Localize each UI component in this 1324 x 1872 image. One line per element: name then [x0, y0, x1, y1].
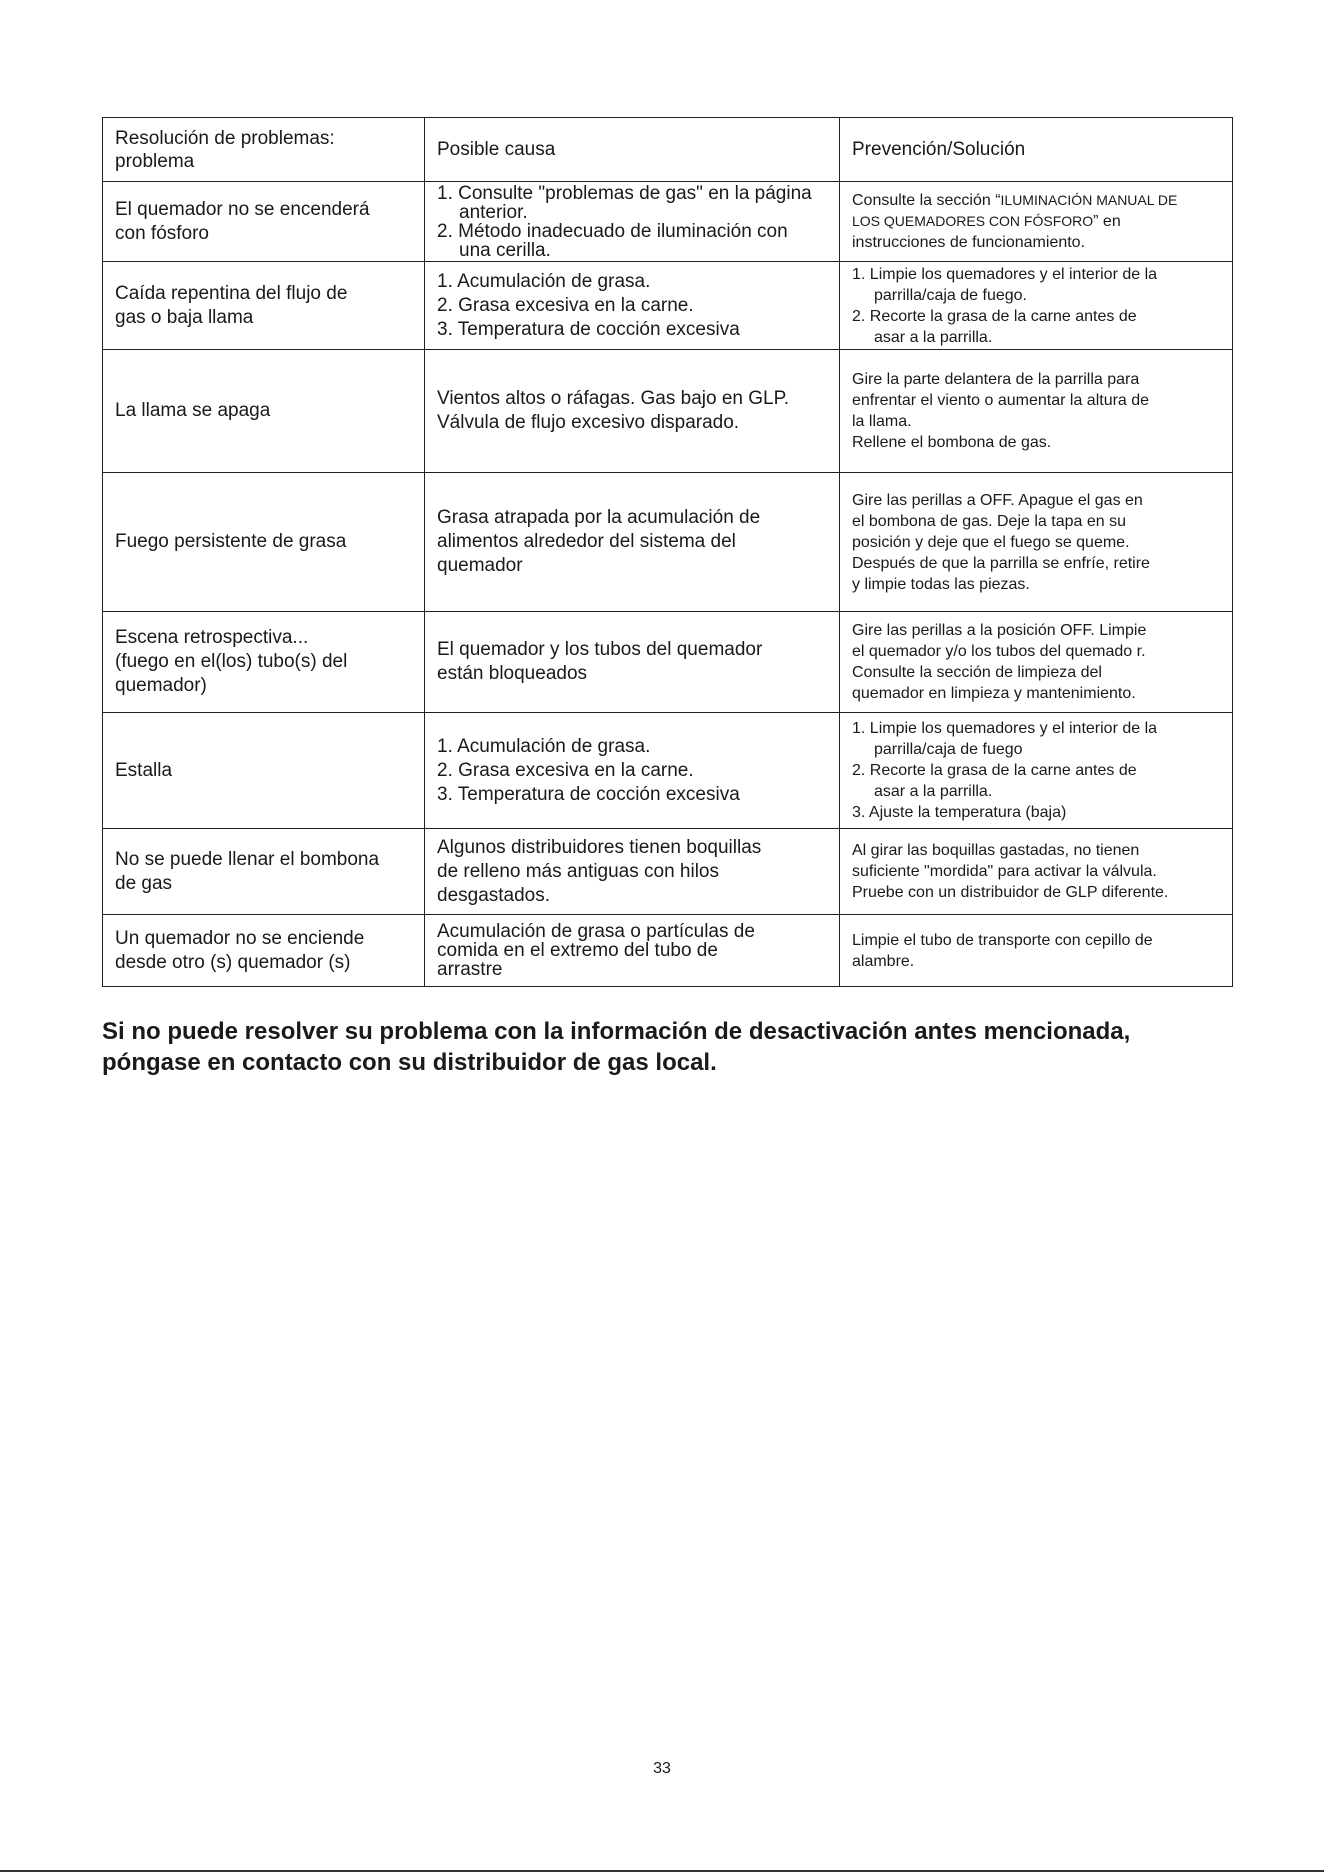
page-number: 33 [653, 1760, 671, 1777]
cause-cell: Acumulación de grasa o partículas de comida en el extremo del tubo de arrastre [425, 915, 840, 987]
table-row [103, 182, 1233, 262]
header-cause: Posible causa [425, 118, 840, 182]
solution-cell: Gire la parte delantera de la parrilla para enfrentar el viento o aumentar la altura de la llama. Rellene el bombona de gas. [840, 350, 1233, 473]
problem-cell: Escena retrospectiva... (fuego en el(los) tubo(s) del quemador) [103, 612, 425, 713]
solution-cell: Limpie el tubo de transporte con cepillo de alambre. [840, 915, 1233, 987]
cause-cell: 1. Acumulación de grasa. 2. Grasa excesiva en la carne. 3. Temperatura de cocción excesiva [425, 713, 840, 829]
table-row [103, 829, 1233, 915]
cause-cell: Grasa atrapada por la acumulación de alimentos alrededor del sistema del quemador [425, 473, 840, 612]
troubleshooting-table [102, 117, 1233, 987]
problem-cell: Un quemador no se enciende desde otro (s) quemador (s) [103, 915, 425, 987]
header-solution: Prevención/Solución [840, 118, 1233, 182]
problem-cell: Fuego persistente de grasa [103, 473, 425, 612]
problem-cell: La llama se apaga [103, 350, 425, 473]
cause-cell: El quemador y los tubos del quemador están bloqueados [425, 612, 840, 713]
solution-cell: Gire las perillas a OFF. Apague el gas en el bombona de gas. Deje la tapa en su posición y deje que el fuego se queme. Después de que la parrilla se enfríe, retire y limpie todas las piezas. [840, 473, 1233, 612]
solution-cell: Consulte la sección “ILUMINACIÓN MANUAL DE LOS QUEMADORES CON FÓSFORO” en instrucciones de funcionamiento. [840, 182, 1233, 262]
table-row [103, 612, 1233, 713]
solution-cell: 1. Limpie los quemadores y el interior de la parrilla/caja de fuego 2. Recorte la grasa de la carne antes de asar a la parrilla. 3. Ajuste la temperatura (baja) [840, 713, 1233, 829]
cause-cell: 1. Acumulación de grasa. 2. Grasa excesiva en la carne. 3. Temperatura de cocción excesiva [425, 262, 840, 350]
table-row [103, 915, 1233, 987]
problem-cell: El quemador no se encenderá con fósforo [103, 182, 425, 262]
contact-distributor-note: Si no puede resolver su problema con la información de desactivación antes mencionada, póngase en contacto con su distribuidor de gas local. [102, 1018, 1131, 1076]
table-row [103, 350, 1233, 473]
solution-cell: Al girar las boquillas gastadas, no tienen suficiente "mordida" para activar la válvula. Pruebe con un distribuidor de GLP diferente. [840, 829, 1233, 915]
table-row [103, 713, 1233, 829]
problem-cell: Caída repentina del flujo de gas o baja llama [103, 262, 425, 350]
table-row [103, 262, 1233, 350]
table-header-row [103, 118, 1233, 182]
table-row [103, 473, 1233, 612]
cause-cell: Algunos distribuidores tienen boquillas de relleno más antiguas con hilos desgastados. [425, 829, 840, 915]
solution-cell: 1. Limpie los quemadores y el interior de la parrilla/caja de fuego. 2. Recorte la grasa de la carne antes de asar a la parrilla. [840, 262, 1233, 350]
solution-cell: Gire las perillas a la posición OFF. Limpie el quemador y/o los tubos del quemado r. Consulte la sección de limpieza del quemador en limpieza y mantenimiento. [840, 612, 1233, 713]
problem-cell: No se puede llenar el bombona de gas [103, 829, 425, 915]
cause-cell: Vientos altos o ráfagas. Gas bajo en GLP. Válvula de flujo excesivo disparado. [425, 350, 840, 473]
cause-cell: 1. Consulte "problemas de gas" en la página anterior. 2. Método inadecuado de iluminación con una cerilla. [425, 182, 840, 262]
header-problem: Resolución de problemas: problema [103, 118, 425, 182]
problem-cell: Estalla [103, 713, 425, 829]
